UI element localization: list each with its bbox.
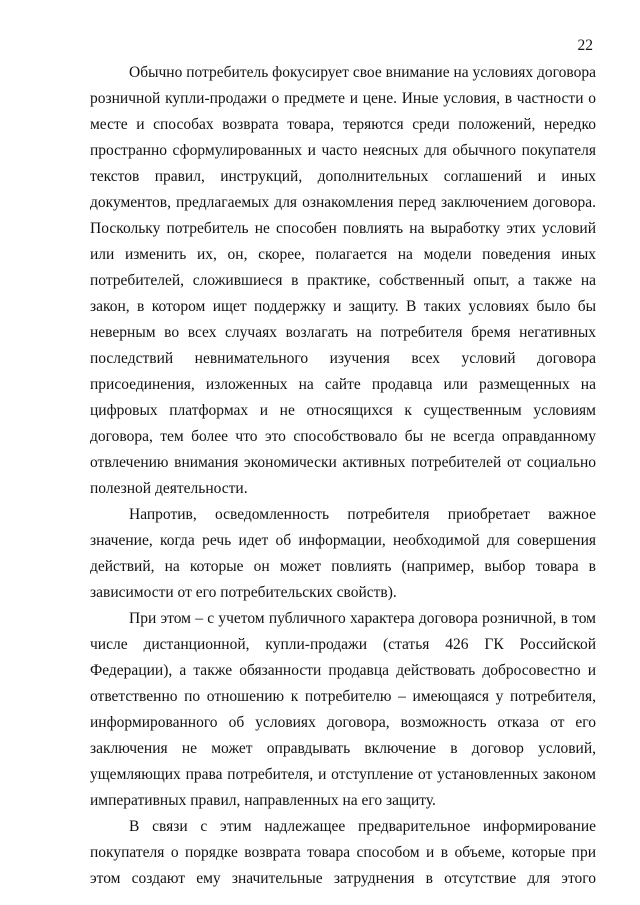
paragraph-4: В связи с этим надлежащее предварительное информирование покупателя о порядке возврата товара способом и в объеме, которые при этом создают ему значительные затруднения в отсутствие для этого bbox=[90, 818, 596, 887]
paragraph-1: Обычно потребитель фокусирует свое внимание на условиях договора розничной купли-продажи о предмете и цене. Иные условия, в частности о месте и способах возврата товара, теряются среди положений, нередко пространно сформулированных и часто неясных для обычного покупателя текстов правил, инструкций, дополнительных соглашений и иных документов, предлагаемых для ознакомления перед заключением договора. Поскольку потребитель не способен повлиять на выработку этих условий или изменить их, он, скорее, полагается на модели поведения иных потребителей, сложившиеся в практике, собственный опыт, а также на закон, в котором ищет поддержку и защиту. В таких условиях было бы неверным во всех случаях возлагать на потребителя бремя негативных последствий невнимательного изучения всех условий договора присоединения, изложенных на сайте продавца или размещенных на цифровых платформах и не относящихся к существенным условиям договора, тем более что это способствовало бы не всегда оправданному отвлечению внимания экономически активных потребителей от социально полезной деятельности. bbox=[90, 64, 596, 497]
paragraph-2: Напротив, осведомленность потребителя приобретает важное значение, когда речь идет об информации, необходимой для совершения действий, на которые он может повлиять (например, выбор товара в зависимости от его потребительских свойств). bbox=[90, 506, 596, 601]
paragraph-3: При этом – с учетом публичного характера договора розничной, в том числе дистанционной, купли-продажи (статья 426 ГК Российской Федерации), а также обязанности продавца действовать добросовестно и ответственно по отношению к потребителю – имеющаяся у потребителя, информированного об условиях договора, возможность отказа от его заключения не может оправдывать включение в договор условий, ущемляющих права потребителя, и отступление от установленных законом императивных правил, направленных на его защиту. bbox=[90, 610, 596, 809]
body-text bbox=[90, 60, 596, 892]
page-number: 22 bbox=[577, 37, 593, 54]
